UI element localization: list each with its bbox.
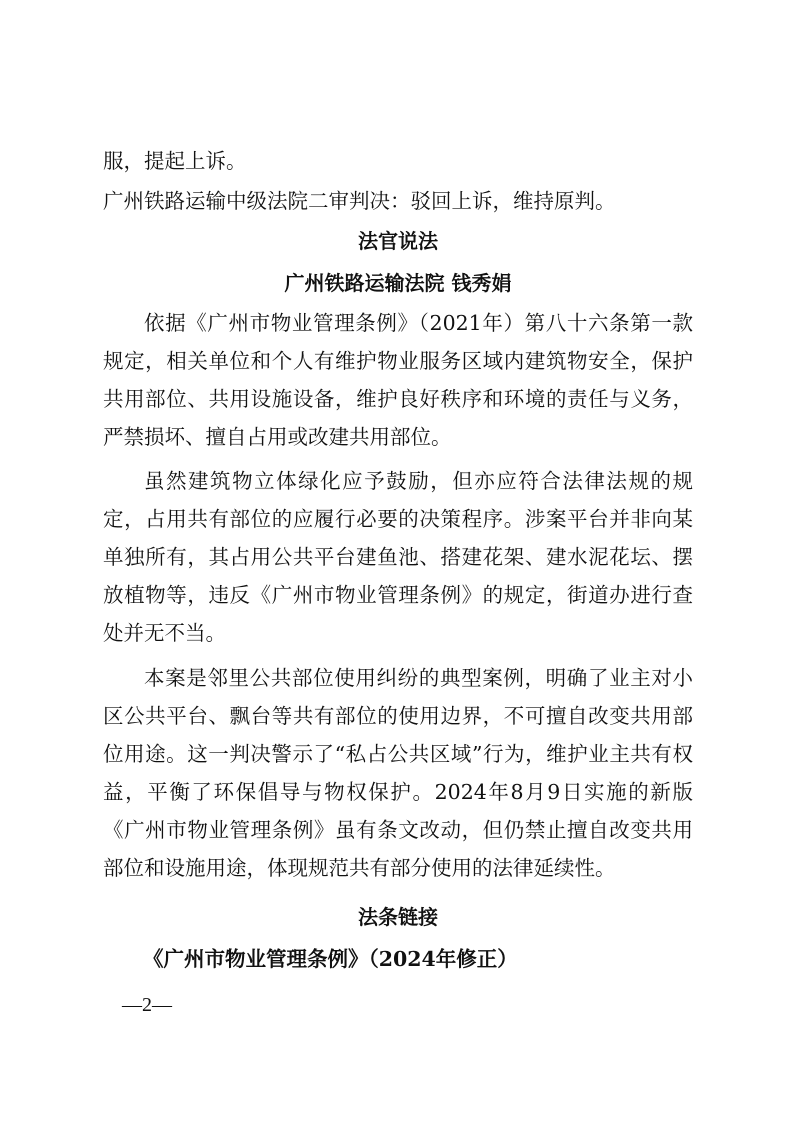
law-title: 《广州市物业管理条例》（2024年修正） (143, 947, 518, 971)
paragraph-3: 本案是邻里公共部位使用纠纷的典型案例，明确了业主对小区公共平台、飘台等共有部位的使用边界，不可擅自改变共用部位用途。这一判决警示了“私占公共区域”行为，维护业主共有权益，平衡了环保倡导与物权保护。2024年8月9日实施的新版《广州市物业管理条例》虽有条文改动，但仍禁止擅自改变共用部位和设施用途，体现规范共有部分使用的法律延续性。 (103, 666, 693, 880)
paragraph-2: 虽然建筑物立体绿化应予鼓励，但亦应符合法律法规的规定，占用共有部位的应履行必要的决策程序。涉案平台并非向某单独所有，其占用公共平台建鱼池、搭建花架、建水泥花坛、摆放植物等，违反《广州市物业管理条例》的规定，街道办进行查处并无不当。 (103, 469, 693, 645)
link-section-title: 法条链接 (358, 905, 438, 929)
section-title: 法官说法 (358, 229, 438, 253)
page-number: —2— (122, 994, 172, 1016)
author-line: 广州铁路运输法院 钱秀娟 (284, 271, 512, 295)
paragraph-1: 依据《广州市物业管理条例》（2021年）第八十六条第一款规定，相关单位和个人有维护物业服务区域内建筑物安全，保护共用部位、共用设施设备，维护良好秩序和环境的责任与义务，严禁损坏、擅自占用或改建共用部位。 (103, 311, 693, 449)
continuation-line-2: 广州铁路运输中级法院二审判决：驳回上诉，维持原判。 (103, 189, 616, 213)
continuation-line-1: 服，提起上诉。 (103, 149, 247, 173)
